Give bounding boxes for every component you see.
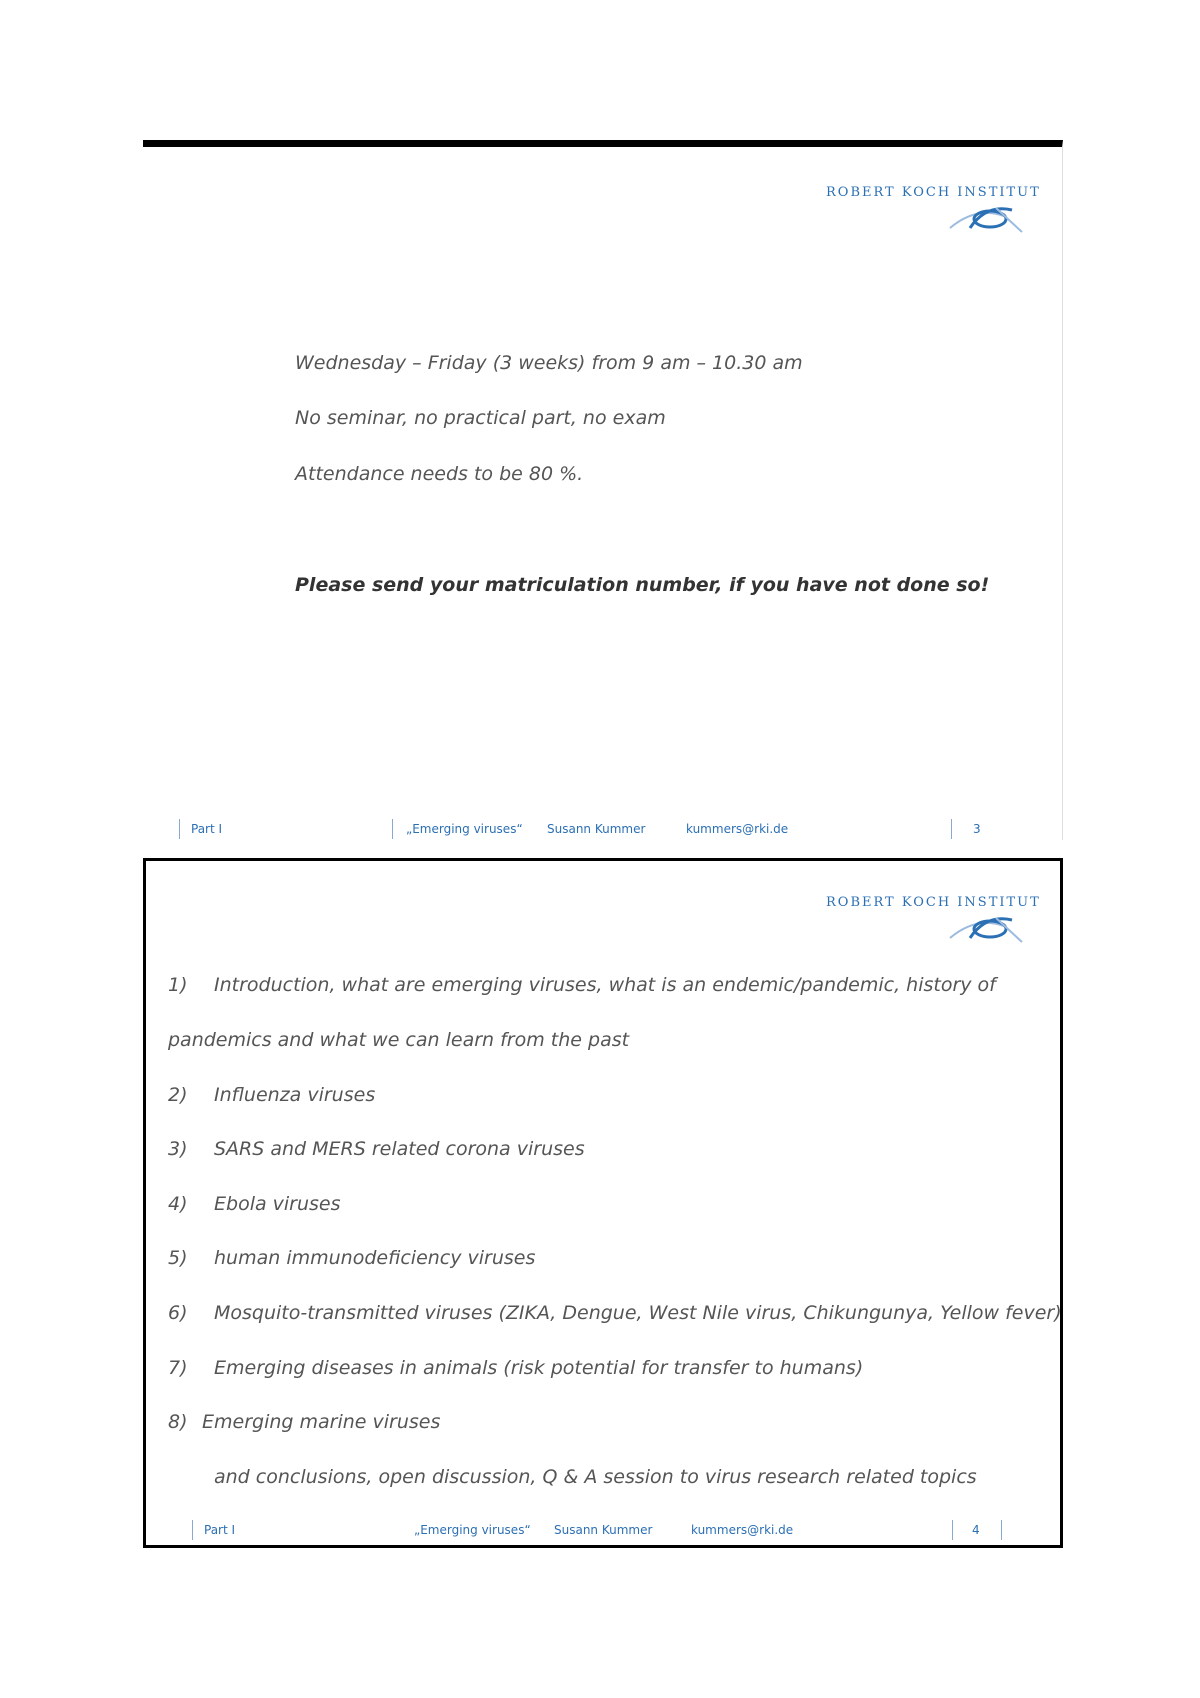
page-number: 4: [972, 1523, 980, 1537]
footer-title: „Emerging viruses“: [406, 822, 523, 836]
footer-title: „Emerging viruses“: [414, 1523, 531, 1537]
schedule-text: Wednesday – Friday (3 weeks) from 9 am – 10.30 am: [295, 352, 803, 374]
matriculation-notice: Please send your matriculation number, if you have not done so!: [295, 574, 990, 596]
rki-logo: [826, 185, 1041, 236]
list-item: 6) Mosquito-transmitted viruses (ZIKA, Dengue, West Nile virus, Chikungunya, Yellow fever): [168, 1302, 1062, 1324]
logo-text: ROBERT KOCH INSTITUT: [826, 895, 1041, 910]
slide-4: [143, 858, 1063, 1548]
footer-part: Part I: [204, 1523, 236, 1537]
page-number: 3: [973, 822, 981, 836]
rki-logo-icon: [946, 202, 1026, 236]
slide-3: [143, 140, 1063, 840]
slide-footer: [146, 1520, 1060, 1542]
list-item: pandemics and what we can learn from the past: [168, 1029, 630, 1051]
attendance-text: Attendance needs to be 80 %.: [295, 463, 584, 485]
rki-logo-icon: [946, 912, 1026, 946]
list-item: 4) Ebola viruses: [168, 1193, 341, 1215]
footer-author: Susann Kummer: [554, 1523, 653, 1537]
logo-text: ROBERT KOCH INSTITUT: [826, 185, 1041, 200]
rki-logo: [826, 895, 1041, 946]
list-item: 3) SARS and MERS related corona viruses: [168, 1138, 585, 1160]
slide-footer: [143, 819, 1062, 841]
no-exam-text: No seminar, no practical part, no exam: [295, 407, 666, 429]
list-item: 5) human immunodeficiency viruses: [168, 1247, 536, 1269]
list-item: 1) Introduction, what are emerging viruses, what is an endemic/pandemic, history of: [168, 974, 996, 996]
footer-author: Susann Kummer: [547, 822, 646, 836]
footer-email: kummers@rki.de: [691, 1523, 794, 1537]
list-item: 7) Emerging diseases in animals (risk potential for transfer to humans): [168, 1357, 864, 1379]
list-item: 2) Influenza viruses: [168, 1084, 376, 1106]
footer-email: kummers@rki.de: [686, 822, 789, 836]
list-item: 8) Emerging marine viruses: [168, 1411, 441, 1433]
list-item: and conclusions, open discussion, Q & A session to virus research related topics: [214, 1466, 977, 1488]
footer-part: Part I: [191, 822, 223, 836]
